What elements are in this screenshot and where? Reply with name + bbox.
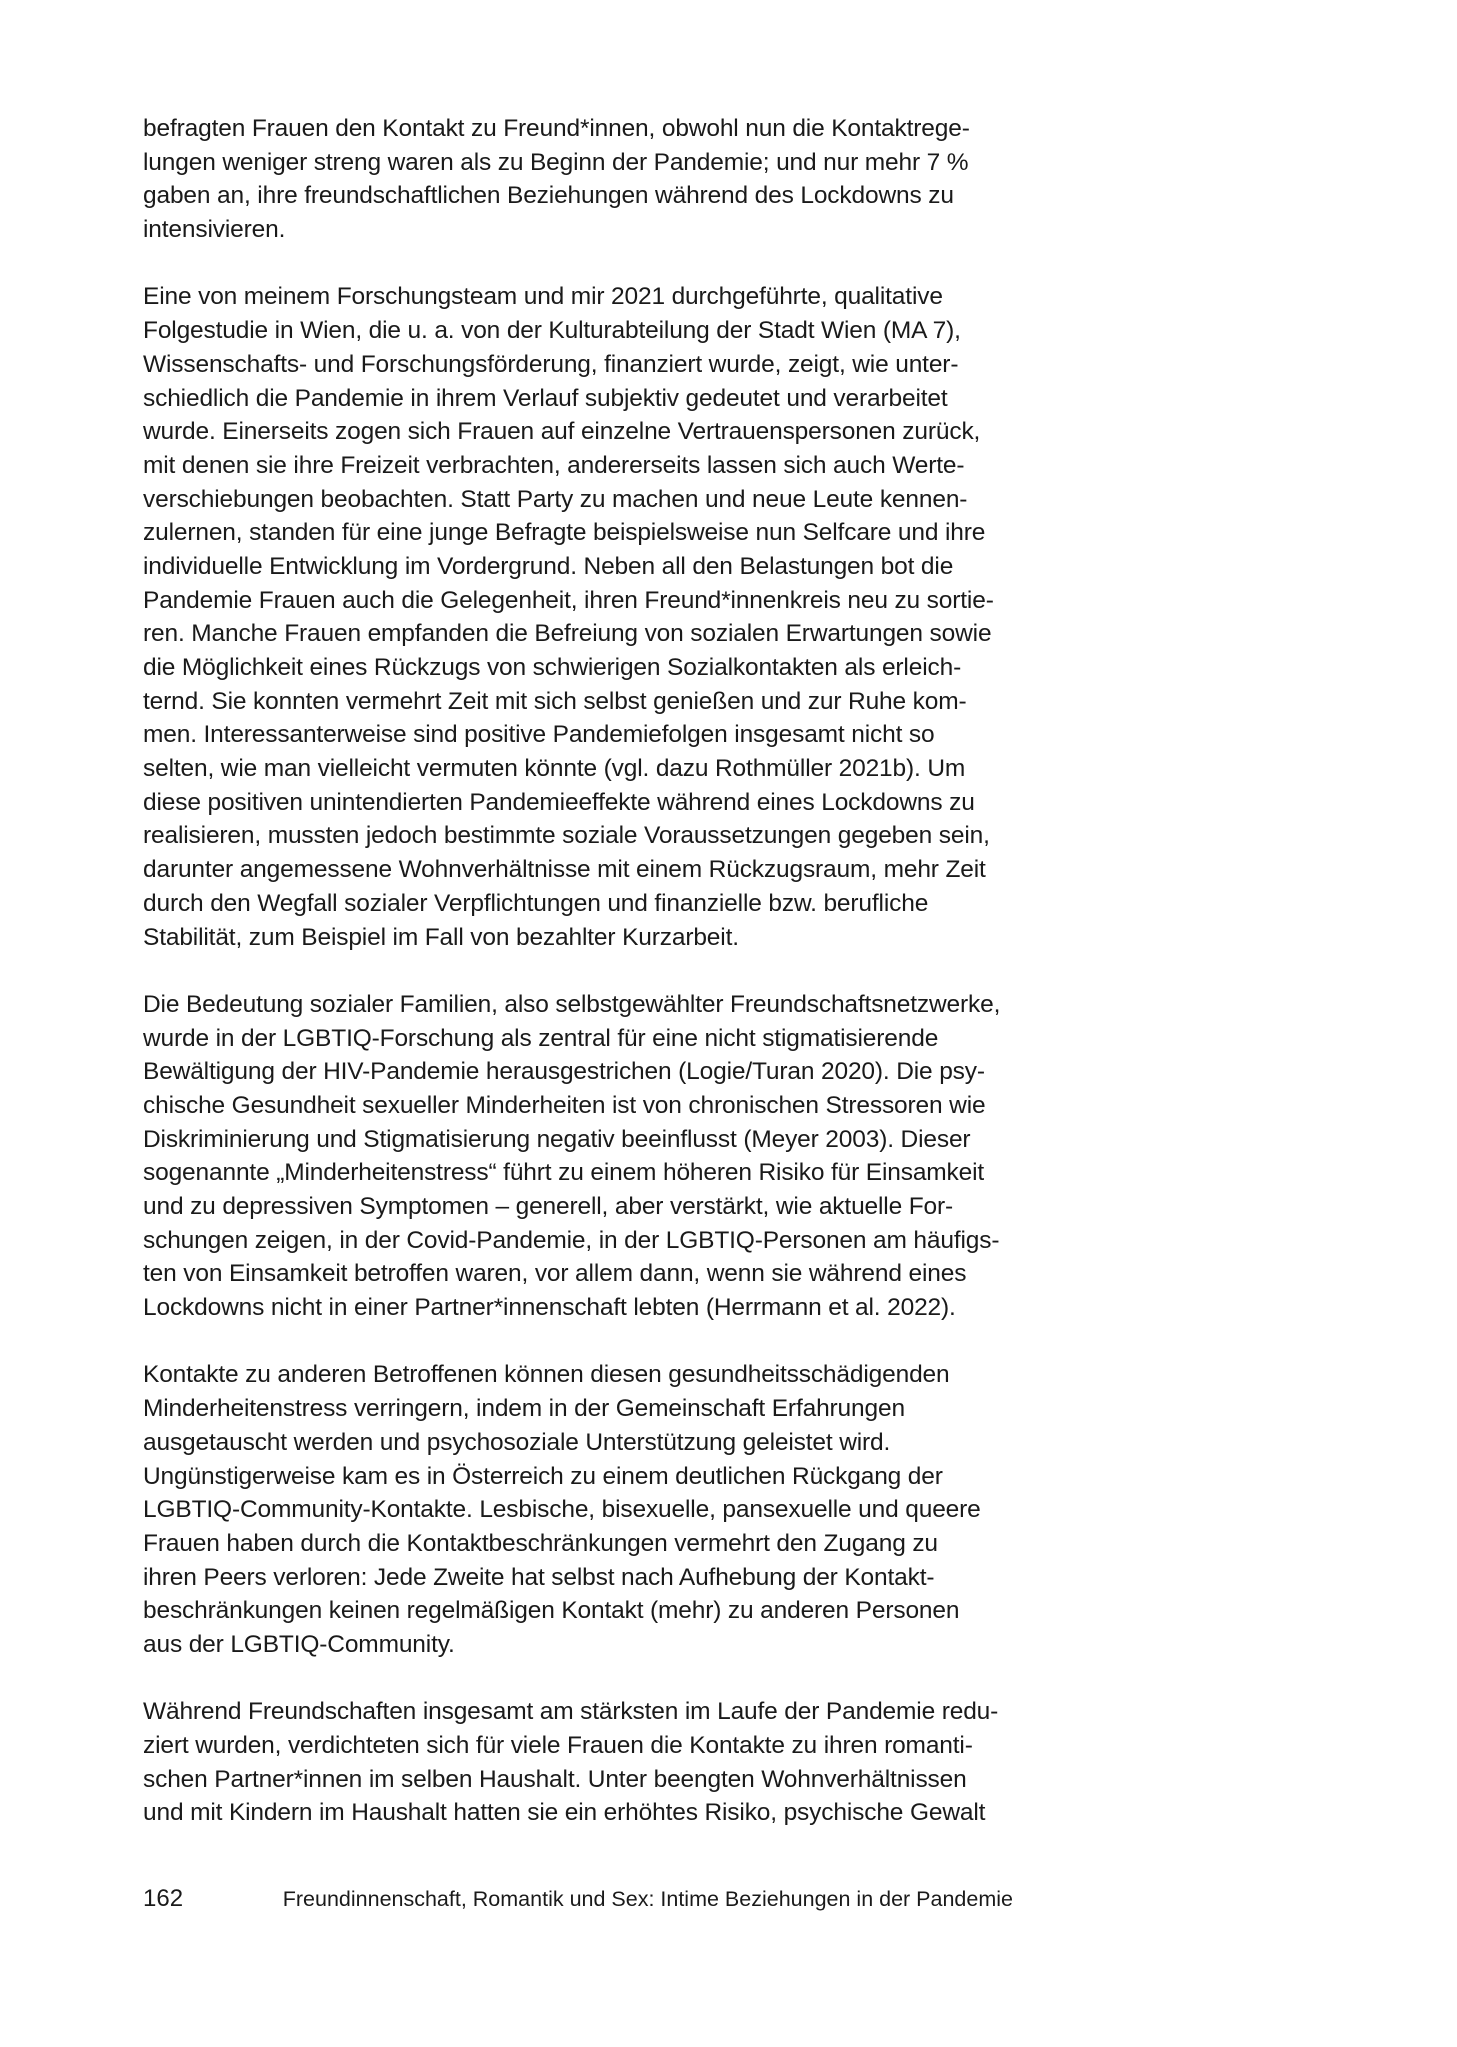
text-line: durch den Wegfall sozialer Verpflichtungen und finanzielle bzw. berufliche (143, 889, 929, 917)
text-line: lungen weniger streng waren als zu Beginn der Pandemie; und nur mehr 7 % (143, 148, 969, 176)
text-line: schiedlich die Pandemie in ihrem Verlauf subjektiv gedeutet und verarbeitet (143, 384, 948, 412)
text-line: mit denen sie ihre Freizeit verbrachten, andererseits lassen sich auch Werte- (143, 451, 965, 479)
text-line: LGBTIQ-Community-Kontakte. Lesbische, bisexuelle, pansexuelle und queere (143, 1496, 981, 1524)
text-line: wurde. Einerseits zogen sich Frauen auf einzelne Vertrauenspersonen zurück, (143, 418, 981, 446)
text-line: Minderheitenstress verringern, indem in der Gemeinschaft Erfahrungen (143, 1395, 905, 1423)
text-line: darunter angemessene Wohnverhältnisse mit einem Rückzugsraum, mehr Zeit (143, 856, 986, 884)
text-line: Bewältigung der HIV-Pandemie herausgestrichen (Logie/Turan 2020). Die psy- (143, 1058, 985, 1086)
text-line: Ungünstigerweise kam es in Österreich zu einem deutlichen Rückgang der (143, 1462, 943, 1490)
text-line: ternd. Sie konnten vermehrt Zeit mit sich selbst genießen und zur Ruhe kom- (143, 687, 967, 715)
text-line: ihren Peers verloren: Jede Zweite hat selbst nach Aufhebung der Kontakt- (143, 1563, 935, 1591)
text-line: aus der LGBTIQ-Community. (143, 1630, 455, 1658)
text-line: Wissenschafts- und Forschungsförderung, finanziert wurde, zeigt, wie unter- (143, 350, 959, 378)
paragraph (143, 1358, 1005, 1661)
text-line: zulernen, standen für eine junge Befragte beispielsweise nun Selfcare und ihre (143, 519, 986, 547)
text-line: ziert wurden, verdichteten sich für viele Frauen die Kontakte zu ihren romanti- (143, 1732, 973, 1759)
text-line: befragten Frauen den Kontakt zu Freund*innen, obwohl nun die Kontaktrege- (143, 115, 970, 142)
text-line: ten von Einsamkeit betroffen waren, vor allem dann, wenn sie während eines (143, 1260, 967, 1288)
text-line: Folgestudie in Wien, die u. a. von der Kulturabteilung der Stadt Wien (MA 7), (143, 317, 961, 345)
text-line: chische Gesundheit sexueller Minderheiten ist von chronischen Stressoren wie (143, 1091, 986, 1119)
text-line: Eine von meinem Forschungsteam und mir 2021 durchgeführte, qualitative (143, 283, 943, 311)
running-title: Freundinnenschaft, Romantik und Sex: Intime Beziehungen in der Pandemie (282, 1887, 1013, 1911)
text-line: ren. Manche Frauen empfanden die Befreiung von sozialen Erwartungen sowie (143, 620, 992, 648)
text-line: Stabilität, zum Beispiel im Fall von bezahlter Kurzarbeit. (143, 923, 739, 951)
text-line: intensivieren. (143, 216, 286, 244)
text-line: Kontakte zu anderen Betroffenen können diesen gesundheitsschädigenden (143, 1361, 950, 1389)
text-line: verschiebungen beobachten. Statt Party zu machen und neue Leute kennen- (143, 485, 968, 513)
text-line: wurde in der LGBTIQ-Forschung als zentral für eine nicht stigmatisierende (143, 1024, 939, 1052)
text-line: schungen zeigen, in der Covid-Pandemie, in der LGBTIQ-Personen am häufigs- (143, 1226, 1000, 1254)
text-line: Diskriminierung und Stigmatisierung negativ beeinflusst (Meyer 2003). Dieser (143, 1125, 971, 1153)
text-line: individuelle Entwicklung im Vordergrund. Neben all den Belastungen bot die (143, 552, 954, 580)
text-line: ausgetauscht werden und psychosoziale Unterstützung geleistet wird. (143, 1428, 891, 1456)
text-line: realisieren, mussten jedoch bestimmte soziale Voraussetzungen gegeben sein, (143, 822, 990, 850)
text-line: und mit Kindern im Haushalt hatten sie ein erhöhtes Risiko, psychische Gewalt (143, 1799, 986, 1827)
body-text (143, 112, 1005, 1864)
page-number: 162 (143, 1885, 184, 1912)
text-line: Während Freundschaften insgesamt am stärksten im Laufe der Pandemie redu- (143, 1698, 999, 1726)
text-line: gaben an, ihre freundschaftlichen Beziehungen während des Lockdowns zu (143, 182, 954, 210)
text-line: beschränkungen keinen regelmäßigen Kontakt (mehr) zu anderen Personen (143, 1597, 960, 1625)
text-line: diese positiven unintendierten Pandemieeffekte während eines Lockdowns zu (143, 788, 975, 816)
page-footer (143, 1884, 1013, 1914)
text-line: men. Interessanterweise sind positive Pandemiefolgen insgesamt nicht so (143, 721, 935, 749)
text-line: selten, wie man vielleicht vermuten könnte (vgl. dazu Rothmüller 2021b). Um (143, 755, 966, 783)
paragraph (143, 280, 1005, 954)
text-line: schen Partner*innen im selben Haushalt. Unter beengten Wohnverhältnissen (143, 1765, 967, 1793)
text-line: Lockdowns nicht in einer Partner*innenschaft lebten (Herrmann et al. 2022). (143, 1294, 956, 1322)
text-line: Die Bedeutung sozialer Familien, also selbstgewählter Freundschaftsnetzwerke, (143, 990, 1001, 1018)
text-line: die Möglichkeit eines Rückzugs von schwierigen Sozialkontakten als erleich- (143, 654, 962, 681)
paragraph (143, 988, 1005, 1325)
paragraph (143, 1695, 1005, 1830)
text-line: Pandemie Frauen auch die Gelegenheit, ihren Freund*innenkreis neu zu sortie- (143, 586, 994, 614)
text-line: und zu depressiven Symptomen – generell, aber verstärkt, wie aktuelle For- (143, 1193, 954, 1220)
text-line: sogenannte „Minderheitenstress“ führt zu einem höheren Risiko für Einsamkeit (143, 1159, 985, 1187)
paragraph (143, 112, 1005, 247)
text-line: Frauen haben durch die Kontaktbeschränkungen vermehrt den Zugang zu (143, 1529, 938, 1557)
